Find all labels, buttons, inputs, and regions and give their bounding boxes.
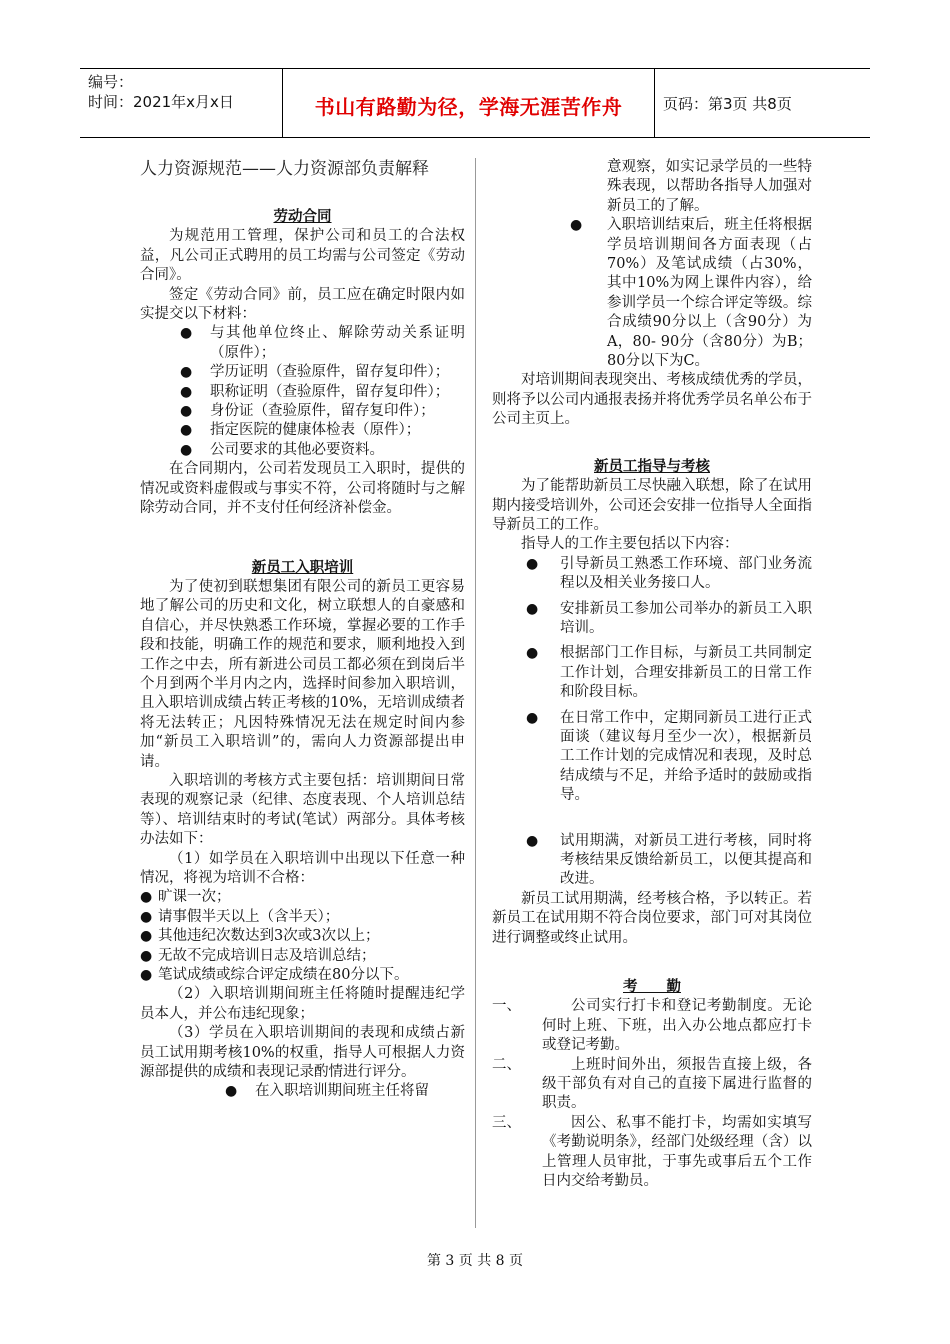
list-item: ● 学历证明（查验原件，留存复印件）； [140, 363, 465, 382]
list-item: ● 请事假半天以上（含半天）； [140, 908, 465, 927]
bullet-icon: ● [180, 325, 193, 342]
doc-title: 人力资源规范——人力资源部负责解释 [140, 159, 429, 179]
list-item: ● 笔试成绩或综合评定成绩在80分以下。 [140, 966, 465, 985]
contract-materials-list [140, 324, 465, 460]
header-motto-cell [282, 69, 655, 137]
left-column [140, 158, 465, 1102]
motto: 书山有路勤为径，学海无涯苦作舟 [314, 95, 623, 119]
training-paragraph: （2）入职培训期间班主任将随时提醒违纪学员本人，并公布违纪现象； [140, 986, 465, 1022]
time-label: 时间：2021年x月x日 [88, 93, 234, 111]
mentor-paragraph: 新员工试用期满，经考核合格，予以转正。若新员工在试用期不符合岗位要求，部门可对其岗位进行调整或终止试用。 [492, 890, 812, 946]
attendance-list [492, 997, 812, 1191]
training-paragraph: 为了使初到联想集团有限公司的新员工更容易地了解公司的历史和文化，树立联想人的自豪感和自信心，并尽快熟悉工作环境，掌握必要的工作手段和技能，明确工作的规范和要求，顺利地投入到工作之中去，所有新进公司员工都必须在到岗后半个月到两个半月内之内，选择时间参加入职培训，且入职培训成绩占转正考核的10%，无培训成绩者将无法转正；凡因特殊情况无法在规定时间内参加“新员工入职培训”的，需向人力资源部提出申请。 [140, 578, 465, 770]
contract-paragraph: 在合同期内，公司若发现员工入职时，提供的情况或资料虚假或与事实不符，公司将随时与之解除劳动合同，并不支付任何经济补偿金。 [140, 461, 465, 517]
mentor-duties-list [492, 555, 812, 890]
bullet-icon: ● [180, 364, 193, 381]
attendance-heading: 考 勤 [623, 979, 681, 996]
bullet-icon: ● [140, 947, 153, 964]
training-paragraph: （3）学员在入职培训期间的表现和成绩占新员工试用期考核10%的权重，指导人可根据人力资源部提供的成绩和表现记录酌情进行评分。 [140, 1025, 465, 1081]
bullet-icon: ● [526, 645, 539, 662]
training-paragraph: 对培训期间表现突出、考核成绩优秀的学员，则将予以公司内通报表扬并将优秀学员名单公布于公司主页上。 [492, 372, 812, 428]
list-item: 一、 公司实行打卡和登记考勤制度。无论何时上班、下班，出入办公地点都应打卡或登记考勤。 [492, 998, 812, 1054]
page-label: 页码：第3页 共8页 [663, 95, 792, 113]
contract-heading: 劳动合同 [273, 209, 332, 225]
list-item: ● 在日常工作中，定期同新员工进行正式面谈（建议每月至少一次），根据新员工工作计划的完成情况和表现，及时总结成绩与不足，并给予适时的鼓励或指导。 [526, 709, 812, 804]
item-number: 三、 [492, 1114, 521, 1131]
bullet-icon: ● [526, 600, 539, 617]
list-item: ● 指定医院的健康体检表（原件）； [140, 421, 465, 440]
contract-paragraph: 签定《劳动合同》前，员工应在确定时限内如实提交以下材料： [140, 286, 465, 323]
list-item: ● 安排新员工参加公司举办的新员工入职培训。 [526, 600, 812, 636]
bullet-icon: ● [526, 555, 539, 572]
mentor-paragraph: 为了能帮助新员工尽快融入联想，除了在试用期内接受培训外，公司还会安排一位指导人全面指导新员工的工作。 [492, 478, 812, 533]
list-item: ● 职称证明（查验原件，留存复印件）； [140, 383, 465, 402]
list-item: ● 无故不完成培训日志及培训总结； [140, 947, 465, 966]
page-header [80, 68, 870, 138]
list-item: ● 引导新员工熟悉工作环境、部门业务流程以及相关业务接口人。 [526, 555, 812, 592]
item-number: 二、 [492, 1056, 521, 1073]
list-item: ● 旷课一次； [140, 888, 465, 907]
bullet-icon: ● [225, 1083, 238, 1100]
header-page-cell [655, 69, 870, 137]
bullet-icon: ● [180, 383, 193, 400]
bullet-icon: ● [180, 403, 193, 420]
list-item: ● 身份证（查验原件，留存复印件）； [140, 402, 465, 421]
training-heading: 新员工入职培训 [251, 559, 354, 576]
page-footer: 第 3 页 共 8 页 [426, 1253, 524, 1269]
mentor-paragraph: 指导人的工作主要包括以下内容： [521, 536, 739, 553]
list-item: ● 公司要求的其他必要资料。 [140, 441, 465, 460]
item-number: 一、 [492, 998, 521, 1015]
training-paragraph: （1）如学员在入职培训中出现以下任意一种情况，将视为培训不合格： [140, 850, 465, 886]
list-item: ● 在入职培训期间班主任将留 [140, 1082, 465, 1101]
list-item: 二、 上班时间外出，须报告直接上级，各级干部负有对自己的直接下属进行监督的职责。 [492, 1056, 812, 1112]
bullet-icon: ● [180, 441, 193, 458]
mentor-heading: 新员工指导与考核 [594, 458, 710, 475]
contract-paragraph: 为规范用工管理，保护公司和员工的合法权益，凡公司正式聘用的员工均需与公司签定《劳动合同》。 [140, 228, 465, 284]
list-item: ● 试用期满，对新员工进行考核，同时将考核结果反馈给新员工，以便其提高和改进。 [526, 832, 812, 888]
bullet-icon: ● [526, 709, 539, 726]
list-item: 意观察，如实记录学员的一些特殊表现，以帮助各指导人加强对新员工的了解。 [607, 159, 812, 214]
bullet-icon: ● [140, 908, 153, 925]
bullet-icon: ● [140, 967, 153, 984]
list-item: ● 根据部门工作目标，与新员工共同制定工作计划，合理安排新员工的日常工作和阶段目标。 [526, 645, 812, 701]
bullet-icon: ● [180, 422, 193, 439]
training-observation-continued [492, 158, 812, 371]
column-divider [475, 158, 476, 1228]
bullet-icon: ● [140, 928, 153, 945]
list-item: ● 入职培训结束后，班主任将根据学员培训期间各方面表现（占70%）及笔试成绩（占30%，其中10%为网上课件内容），给参训学员一个综合评定等级。综合成绩90分以上（含90分）为A，80- 90分（含80分）为B；80分以下为C。 [570, 217, 812, 370]
training-observation-list [140, 1082, 465, 1101]
bullet-icon: ● [526, 832, 539, 849]
list-item: 三、 因公、私事不能打卡，均需如实填写《考勤说明条》，经部门处级经理（含）以上管理人员审批，于事先或事后五个工作日内交给考勤员。 [492, 1114, 812, 1190]
number-label: 编号： [88, 73, 134, 91]
header-meta [80, 69, 282, 137]
bullet-icon: ● [140, 889, 153, 906]
list-item: ● 与其他单位终止、解除劳动关系证明（原件）； [180, 325, 465, 361]
list-item: ● 其他违纪次数达到3次或3次以上； [140, 927, 465, 946]
training-paragraph: 入职培训的考核方式主要包括：培训期间日常表现的观察记录（纪律、态度表现、个人培训总结等）、培训结束时的考试(笔试）两部分。具体考核办法如下： [140, 772, 465, 848]
bullet-icon: ● [570, 217, 583, 234]
right-column [492, 158, 812, 1192]
training-fail-list [140, 888, 465, 985]
